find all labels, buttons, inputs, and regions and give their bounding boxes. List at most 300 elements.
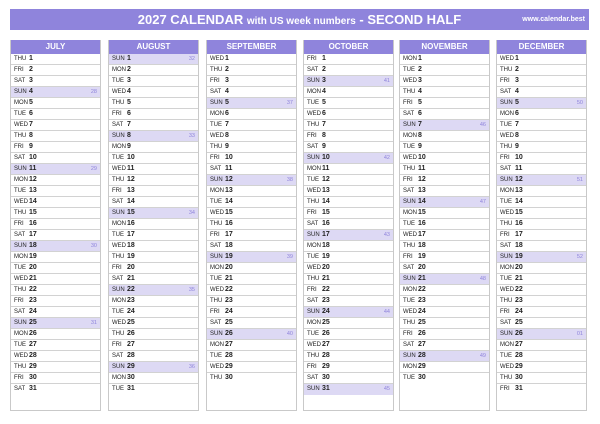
day-row: [304, 208, 393, 219]
weekday-label: SAT: [14, 386, 26, 392]
weekday-label: SUN: [403, 199, 416, 205]
day-row: [497, 307, 586, 318]
day-row: [497, 120, 586, 131]
day-number: 10: [225, 154, 233, 161]
day-row: [109, 241, 198, 252]
day-row: [304, 120, 393, 131]
day-row: [304, 252, 393, 263]
day-row: [207, 153, 296, 164]
weekday-label: SAT: [307, 144, 319, 150]
day-row: [207, 164, 296, 175]
weekday-label: THU: [14, 133, 27, 139]
day-number: 29: [515, 363, 523, 370]
day-row: [109, 76, 198, 87]
weekday-label: TUE: [14, 342, 26, 348]
day-number: 4: [127, 88, 131, 95]
day-row: [11, 263, 100, 274]
weekday-label: MON: [14, 100, 28, 106]
day-row: [304, 164, 393, 175]
weekday-label: WED: [210, 133, 224, 139]
day-row: [400, 131, 489, 142]
weekday-label: THU: [403, 320, 416, 326]
day-row: [109, 340, 198, 351]
day-number: 15: [418, 209, 426, 216]
day-number: 16: [322, 220, 330, 227]
week-number: 46: [479, 122, 486, 128]
day-number: 4: [322, 88, 326, 95]
weekday-label: MON: [210, 111, 224, 117]
weekday-label: MON: [112, 375, 126, 381]
day-row: [207, 197, 296, 208]
day-row: [304, 197, 393, 208]
weekday-label: FRI: [500, 309, 510, 315]
day-number: 11: [418, 165, 426, 172]
day-number: 24: [29, 308, 37, 315]
weekday-label: SUN: [403, 122, 416, 128]
day-row: [497, 351, 586, 362]
weekday-label: SUN: [210, 331, 223, 337]
day-number: 19: [322, 253, 330, 260]
weekday-label: SAT: [14, 78, 26, 84]
day-row: [497, 164, 586, 175]
weekday-label: SAT: [14, 232, 26, 238]
weekday-label: SAT: [500, 320, 512, 326]
day-row: [11, 252, 100, 263]
day-number: 2: [515, 66, 519, 73]
day-number: 20: [322, 264, 330, 271]
day-number: 9: [127, 143, 131, 150]
day-row: [497, 131, 586, 142]
day-row: [11, 164, 100, 175]
day-number: 30: [127, 374, 135, 381]
day-row: [207, 296, 296, 307]
day-number: 6: [322, 110, 326, 117]
day-row: [304, 241, 393, 252]
week-number: 32: [188, 56, 195, 62]
day-row: [11, 153, 100, 164]
day-number: 16: [515, 220, 523, 227]
weekday-label: TUE: [112, 155, 124, 161]
day-row: [400, 76, 489, 87]
day-number: 2: [29, 66, 33, 73]
weekday-label: THU: [112, 177, 125, 183]
day-row: [207, 175, 296, 186]
weekday-label: MON: [500, 342, 514, 348]
day-row: [109, 153, 198, 164]
day-row: [497, 98, 586, 109]
day-number: 24: [127, 308, 135, 315]
day-row: [400, 329, 489, 340]
month-column-july: [10, 40, 101, 411]
weekday-label: MON: [307, 166, 321, 172]
day-row: [207, 54, 296, 65]
day-row: [207, 318, 296, 329]
weekday-label: FRI: [112, 111, 122, 117]
day-number: 11: [127, 165, 135, 172]
weekday-label: WED: [307, 188, 321, 194]
weekday-label: SAT: [14, 309, 26, 315]
day-number: 12: [515, 176, 523, 183]
weekday-label: WED: [14, 276, 28, 282]
day-row: [400, 153, 489, 164]
weekday-label: SUN: [307, 232, 320, 238]
weekday-label: SUN: [112, 210, 125, 216]
day-row: [497, 373, 586, 384]
weekday-label: SAT: [112, 122, 124, 128]
weekday-label: FRI: [14, 221, 24, 227]
weekday-label: WED: [112, 166, 126, 172]
weekday-label: MON: [210, 265, 224, 271]
day-row: [400, 175, 489, 186]
weekday-label: TUE: [307, 331, 319, 337]
day-number: 7: [29, 121, 33, 128]
day-row: [400, 219, 489, 230]
weekday-label: THU: [403, 166, 416, 172]
weekday-label: TUE: [500, 353, 512, 359]
day-row: [11, 208, 100, 219]
week-number: 40: [286, 331, 293, 337]
title-banner: [10, 9, 589, 30]
day-number: 4: [225, 88, 229, 95]
day-number: 28: [418, 352, 426, 359]
day-number: 23: [322, 297, 330, 304]
day-row: [304, 175, 393, 186]
day-row: [497, 65, 586, 76]
day-number: 9: [418, 143, 422, 150]
day-number: 22: [322, 286, 330, 293]
day-number: 30: [29, 374, 37, 381]
day-number: 5: [29, 99, 33, 106]
weekday-label: SUN: [210, 254, 223, 260]
day-number: 18: [29, 242, 37, 249]
day-number: 10: [29, 154, 37, 161]
day-row: [304, 263, 393, 274]
day-row: [207, 274, 296, 285]
day-number: 10: [322, 154, 330, 161]
weekday-label: FRI: [403, 177, 413, 183]
day-row: [109, 98, 198, 109]
day-number: 31: [322, 385, 330, 392]
weekday-label: SAT: [403, 111, 415, 117]
weekday-label: TUE: [112, 232, 124, 238]
weekday-label: THU: [500, 144, 513, 150]
day-number: 8: [225, 132, 229, 139]
weekday-label: FRI: [210, 309, 220, 315]
day-row: [497, 175, 586, 186]
day-number: 2: [225, 66, 229, 73]
day-row: [11, 197, 100, 208]
day-row: [400, 208, 489, 219]
day-row: [497, 153, 586, 164]
day-number: 8: [322, 132, 326, 139]
weekday-label: SUN: [500, 254, 513, 260]
day-row: [304, 219, 393, 230]
day-row: [497, 54, 586, 65]
weekday-label: SAT: [14, 155, 26, 161]
day-number: 8: [29, 132, 33, 139]
week-number: 29: [90, 166, 97, 172]
day-number: 28: [29, 352, 37, 359]
weekday-label: FRI: [112, 265, 122, 271]
weekday-label: SAT: [210, 89, 222, 95]
day-number: 21: [127, 275, 135, 282]
day-row: [304, 153, 393, 164]
day-number: 3: [127, 77, 131, 84]
day-number: 23: [29, 297, 37, 304]
day-row: [109, 274, 198, 285]
day-row: [304, 340, 393, 351]
month-column-october: [303, 40, 394, 411]
week-number: 33: [188, 133, 195, 139]
weekday-label: TUE: [500, 276, 512, 282]
day-row: [400, 252, 489, 263]
day-number: 7: [515, 121, 519, 128]
day-row: [207, 252, 296, 263]
day-row: [400, 164, 489, 175]
week-number: 49: [479, 353, 486, 359]
day-number: 26: [322, 330, 330, 337]
day-row: [400, 351, 489, 362]
day-row: [109, 197, 198, 208]
day-row: [109, 263, 198, 274]
day-row: [207, 186, 296, 197]
day-number: 26: [515, 330, 523, 337]
day-number: 25: [127, 319, 135, 326]
weekday-label: SAT: [112, 353, 124, 359]
day-row: [207, 98, 296, 109]
day-row: [207, 285, 296, 296]
day-row: [109, 120, 198, 131]
weekday-label: TUE: [403, 298, 415, 304]
weekday-label: WED: [403, 309, 417, 315]
weekday-label: FRI: [307, 210, 317, 216]
weekday-label: MON: [112, 144, 126, 150]
weekday-label: WED: [500, 364, 514, 370]
day-number: 10: [515, 154, 523, 161]
day-row: [304, 318, 393, 329]
day-number: 28: [322, 352, 330, 359]
day-row: [207, 351, 296, 362]
day-row: [11, 384, 100, 395]
weekday-label: THU: [307, 199, 320, 205]
day-number: 17: [515, 231, 523, 238]
day-row: [207, 120, 296, 131]
day-number: 24: [418, 308, 426, 315]
day-row: [109, 307, 198, 318]
weekday-label: THU: [307, 122, 320, 128]
day-number: 21: [225, 275, 233, 282]
day-number: 1: [418, 55, 422, 62]
day-number: 13: [127, 187, 135, 194]
day-number: 18: [322, 242, 330, 249]
day-number: 11: [225, 165, 233, 172]
month-header: DECEMBER: [497, 40, 586, 54]
day-row: [11, 340, 100, 351]
day-row: [400, 307, 489, 318]
weekday-label: TUE: [307, 177, 319, 183]
week-number: 52: [576, 254, 583, 260]
day-row: [109, 384, 198, 395]
day-row: [400, 65, 489, 76]
day-row: [304, 307, 393, 318]
weekday-label: FRI: [403, 331, 413, 337]
day-number: 13: [322, 187, 330, 194]
day-number: 4: [29, 88, 33, 95]
day-number: 17: [127, 231, 135, 238]
week-number: 51: [576, 177, 583, 183]
day-number: 25: [418, 319, 426, 326]
day-number: 15: [515, 209, 523, 216]
weekday-label: WED: [112, 89, 126, 95]
day-number: 12: [127, 176, 135, 183]
day-number: 28: [515, 352, 523, 359]
day-row: [497, 230, 586, 241]
weekday-label: FRI: [14, 298, 24, 304]
weekday-label: THU: [14, 210, 27, 216]
day-number: 25: [29, 319, 37, 326]
day-number: 23: [515, 297, 523, 304]
day-row: [11, 87, 100, 98]
day-number: 6: [515, 110, 519, 117]
day-number: 27: [127, 341, 135, 348]
weekday-label: TUE: [112, 309, 124, 315]
day-row: [304, 186, 393, 197]
day-number: 23: [127, 297, 135, 304]
month-header: AUGUST: [109, 40, 198, 54]
day-row: [109, 285, 198, 296]
day-row: [11, 219, 100, 230]
weekday-label: MON: [112, 221, 126, 227]
day-row: [11, 65, 100, 76]
month-column-december: [496, 40, 587, 411]
day-row: [11, 98, 100, 109]
day-row: [11, 274, 100, 285]
day-number: 4: [418, 88, 422, 95]
day-row: [109, 208, 198, 219]
day-row: [497, 109, 586, 120]
weekday-label: SUN: [500, 100, 513, 106]
day-number: 13: [515, 187, 523, 194]
weekday-label: FRI: [403, 254, 413, 260]
week-number: 43: [383, 232, 390, 238]
day-number: 15: [225, 209, 233, 216]
week-number: 34: [188, 210, 195, 216]
weekday-label: SAT: [307, 298, 319, 304]
day-row: [304, 296, 393, 307]
weekday-label: WED: [500, 287, 514, 293]
day-number: 20: [29, 264, 37, 271]
weekday-label: TUE: [500, 122, 512, 128]
day-row: [497, 340, 586, 351]
day-row: [109, 164, 198, 175]
day-number: 25: [515, 319, 523, 326]
day-row: [11, 186, 100, 197]
weekday-label: MON: [500, 188, 514, 194]
day-number: 8: [515, 132, 519, 139]
day-row: [400, 109, 489, 120]
day-row: [400, 373, 489, 384]
day-number: 15: [322, 209, 330, 216]
weekday-label: SUN: [14, 89, 27, 95]
day-number: 22: [29, 286, 37, 293]
day-row: [11, 351, 100, 362]
day-number: 26: [29, 330, 37, 337]
weekday-label: THU: [14, 56, 27, 62]
weekday-label: SAT: [210, 243, 222, 249]
day-number: 6: [127, 110, 131, 117]
day-number: 7: [322, 121, 326, 128]
weekday-label: MON: [112, 67, 126, 73]
day-row: [304, 142, 393, 153]
day-number: 14: [225, 198, 233, 205]
weekday-label: SUN: [112, 133, 125, 139]
day-row: [304, 54, 393, 65]
day-row: [400, 230, 489, 241]
weekday-label: SAT: [500, 243, 512, 249]
day-number: 17: [29, 231, 37, 238]
day-number: 3: [322, 77, 326, 84]
day-row: [304, 274, 393, 285]
day-number: 1: [515, 55, 519, 62]
week-number: 37: [286, 100, 293, 106]
day-row: [497, 384, 586, 395]
weekday-label: WED: [500, 210, 514, 216]
weekday-label: SAT: [210, 320, 222, 326]
day-number: 6: [418, 110, 422, 117]
day-row: [207, 362, 296, 373]
day-number: 3: [29, 77, 33, 84]
day-row: [400, 285, 489, 296]
day-row: [109, 351, 198, 362]
week-number: 36: [188, 364, 195, 370]
day-number: 17: [225, 231, 233, 238]
day-row: [304, 373, 393, 384]
weekday-label: THU: [210, 375, 223, 381]
day-number: 22: [127, 286, 135, 293]
day-row: [109, 87, 198, 98]
weekday-label: SUN: [112, 56, 125, 62]
day-row: [400, 197, 489, 208]
day-row: [304, 230, 393, 241]
day-row: [207, 340, 296, 351]
day-row: [304, 351, 393, 362]
day-number: 8: [418, 132, 422, 139]
day-number: 18: [418, 242, 426, 249]
weekday-label: THU: [210, 144, 223, 150]
weekday-label: TUE: [210, 276, 222, 282]
day-number: 28: [127, 352, 135, 359]
day-number: 23: [225, 297, 233, 304]
day-number: 3: [418, 77, 422, 84]
day-number: 21: [418, 275, 426, 282]
day-number: 14: [322, 198, 330, 205]
day-row: [207, 131, 296, 142]
weekday-label: MON: [403, 210, 417, 216]
weekday-label: TUE: [210, 199, 222, 205]
day-row: [11, 241, 100, 252]
day-row: [11, 373, 100, 384]
day-row: [304, 109, 393, 120]
day-row: [207, 109, 296, 120]
weekday-label: FRI: [14, 144, 24, 150]
weekday-label: TUE: [403, 144, 415, 150]
day-number: 17: [418, 231, 426, 238]
weekday-label: SUN: [307, 155, 320, 161]
page-title: [10, 9, 589, 32]
day-row: [207, 373, 296, 384]
weekday-label: FRI: [307, 364, 317, 370]
day-row: [304, 329, 393, 340]
